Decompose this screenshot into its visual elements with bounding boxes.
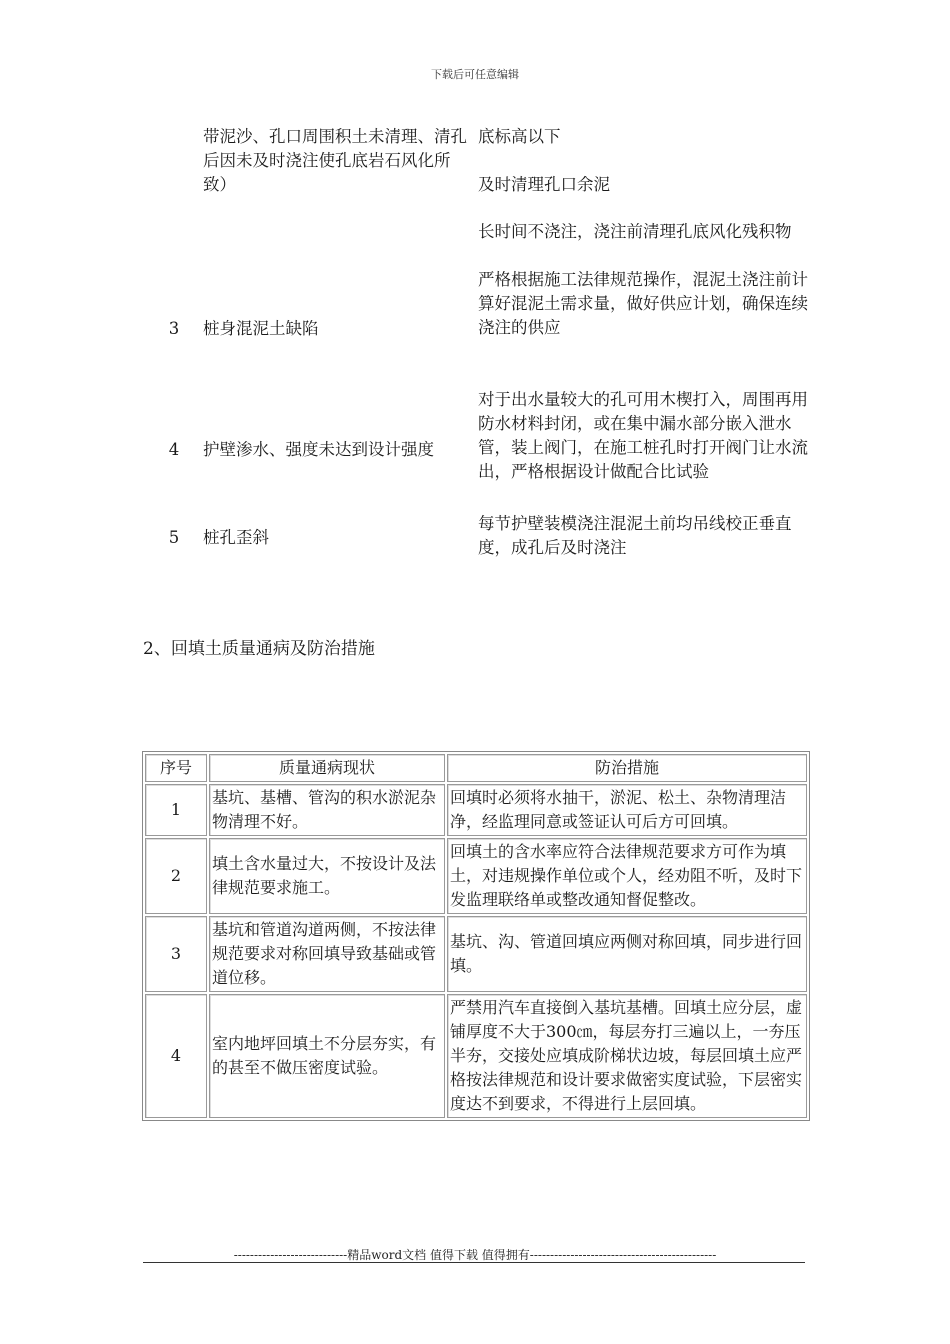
- row-no: 4: [145, 994, 207, 1118]
- row-issue: 室内地坪回填土不分层夯实，有的甚至不做压密度试验。: [209, 994, 445, 1118]
- header-no: 序号: [145, 754, 207, 782]
- row-measure: 严禁用汽车直接倒入基坑基槽。回填土应分层，虚铺厚度不大于300㎝，每层夯打三遍以上，一夯压半夯，交接处应填成阶梯状边坡，每层回填土应严格按法律规范和设计要求做密实度试验，下层密实度达不到要求，不得进行上层回填。: [447, 994, 807, 1118]
- row-measure: 回填时必须将水抽干，淤泥、松土、杂物清理洁净，经监理同意或签证认可后方可回填。: [447, 784, 807, 836]
- page-footer: ----------------------------精品word文档 值得下载 值得拥有----------------------------------------------: [233, 1248, 717, 1262]
- header-issue: 质量通病现状: [209, 754, 445, 782]
- backfill-table: [142, 751, 810, 1121]
- row-measure: 基坑、沟、管道回填应两侧对称回填，同步进行回填。: [447, 916, 807, 992]
- row4-num: 4: [168, 440, 180, 459]
- table-row: [145, 994, 807, 1118]
- row-cont-measure-3: 长时间不浇注，浇注前清理孔底风化残积物: [478, 222, 792, 241]
- row4-issue: 护壁渗水、强度未达到设计强度: [203, 440, 434, 459]
- row5-measure: 每节护壁装模浇注混泥土前均吊线校正垂直度，成孔后及时浇注: [478, 514, 792, 557]
- row4-measure: 对于出水量较大的孔可用木楔打入，周围再用防水材料封闭，或在集中漏水部分嵌入泄水管，装上阀门，在施工桩孔时打开阀门让水流出，严格根据设计做配合比试验: [478, 390, 808, 481]
- row5-num: 5: [168, 528, 180, 547]
- row3-num: 3: [168, 319, 180, 338]
- table-row: [145, 784, 807, 836]
- row-issue: 基坑和管道沟道两侧，不按法律规范要求对称回填导致基础或管道位移。: [209, 916, 445, 992]
- row-no: 1: [145, 784, 207, 836]
- row-cont-measure-2: 及时清理孔口余泥: [478, 175, 610, 194]
- page-header: 下载后可任意编辑: [431, 68, 519, 81]
- table-row: [145, 916, 807, 992]
- footer-divider: [143, 1262, 805, 1263]
- table-header-row: [145, 754, 807, 782]
- header-measure: 防治措施: [447, 754, 807, 782]
- row-no: 2: [145, 838, 207, 914]
- row-cont-issue: 带泥沙、孔口周围积土未清理、清孔后因未及时浇注使孔底岩石风化所致）: [203, 127, 467, 194]
- row-issue: 填土含水量过大，不按设计及法律规范要求施工。: [209, 838, 445, 914]
- row-issue: 基坑、基槽、管沟的积水淤泥杂物清理不好。: [209, 784, 445, 836]
- row-cont-measure-1: 底标高以下: [478, 127, 561, 146]
- row5-issue: 桩孔歪斜: [203, 528, 269, 547]
- row-no: 3: [145, 916, 207, 992]
- section-title: 2、回填土质量通病及防治措施: [143, 639, 375, 659]
- row3-issue: 桩身混泥土缺陷: [203, 319, 319, 338]
- table-row: [145, 838, 807, 914]
- row-measure: 回填土的含水率应符合法律规范要求方可作为填土，对违规操作单位或个人，经劝阻不听，及时下发监理联络单或整改通知督促整改。: [447, 838, 807, 914]
- row3-measure: 严格根据施工法律规范操作，混泥土浇注前计算好混泥土需求量，做好供应计划，确保连续浇注的供应: [478, 270, 808, 337]
